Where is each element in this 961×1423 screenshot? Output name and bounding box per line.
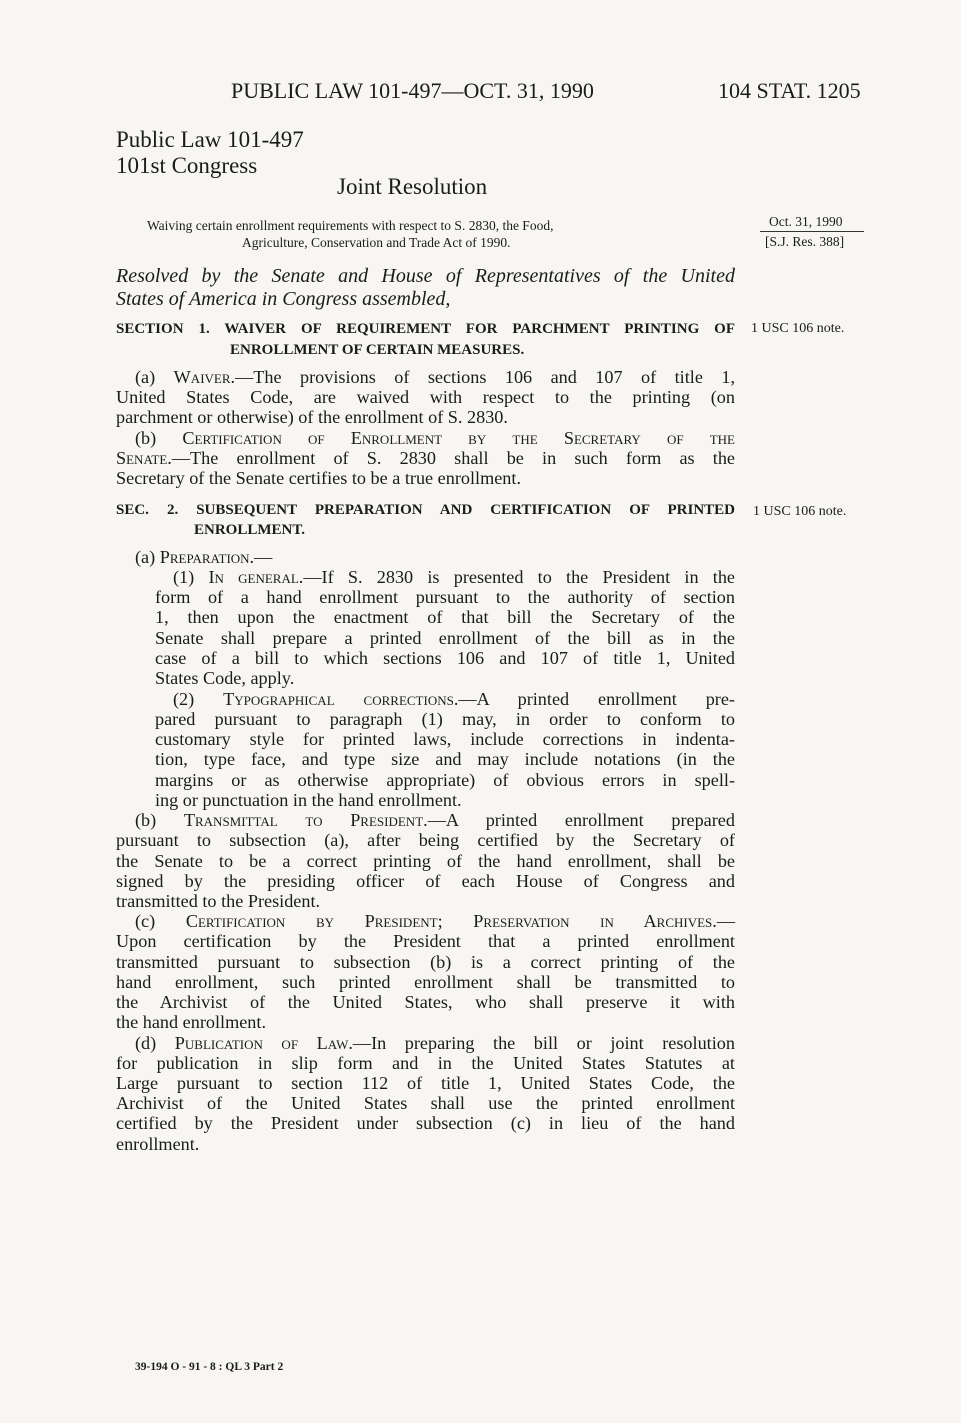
section-1-heading-cont: ENROLLMENT OF CERTAIN MEASURES. [230,342,525,358]
body-line: (b) Transmittal to President.—A printed enrollment prepared [135,810,735,830]
margin-note: 1 USC 106 note. [753,504,847,519]
subsection-heading: Transmittal to President. [183,810,428,830]
congress-number: 101st Congress [116,153,258,178]
body-line: Upon certification by the President that a printed enrollment [116,931,735,951]
law-number: Public Law 101-497 [116,127,304,152]
body-line: case of a bill to which sections 106 and 107 of title 1, United [155,648,735,668]
body-line: Archivist of the United States shall use the printed enrollment [116,1093,735,1113]
subsection-heading: Preparation. [159,547,255,567]
body-line: transmitted to the President. [116,891,321,911]
caption-rule [760,231,864,232]
running-head: PUBLIC LAW 101-497—OCT. 31, 1990 [231,78,594,103]
stat-page-number: 104 STAT. 1205 [718,78,861,103]
body-line: the Senate to be a correct printing of the hand enrollment, shall be [116,851,735,871]
body-line: Secretary of the Senate certifies to be a true enrollment. [116,468,522,488]
body-line: the Archivist of the United States, who shall preserve it with [116,992,735,1012]
section-2-heading-cont: ENROLLMENT. [194,522,305,538]
body-line: transmitted pursuant to subsection (b) is a correct printing of the [116,952,735,972]
body-line: (d) Publication of Law.—In preparing the bill or joint resolution [135,1033,735,1053]
body-line: form of a hand enrollment pursuant to the authority of section [155,587,735,607]
body-line: United States Code, are waived with respect to the printing (on [116,387,735,407]
body-line: customary style for printed laws, include corrections in indenta- [155,729,735,749]
body-line: tion, type face, and type size and may include notations (in the [155,749,735,769]
subsection-heading: Certification of Enrollment by the Secretary of the [182,428,735,448]
margin-note: 1 USC 106 note. [751,321,845,336]
paragraph-heading: Typographical corrections. [223,689,459,709]
section-1-heading: SECTION 1. WAIVER OF REQUIREMENT FOR PARCHMENT PRINTING OF [116,321,735,337]
body-line: (b) Certification of Enrollment by the Secretary of the [135,428,735,448]
enacting-clause-line: Resolved by the Senate and House of Representatives of the United [116,265,735,287]
caption-date: Oct. 31, 1990 [769,214,843,229]
body-line: hand enrollment, such printed enrollment shall be transmitted to [116,972,735,992]
resolution-kind: Joint Resolution [337,174,488,199]
body-line: the hand enrollment. [116,1012,267,1032]
body-line: margins or as otherwise appropriate) of obvious errors in spell- [155,770,735,790]
body-line: for publication in slip form and in the United States Statutes at [116,1053,735,1073]
body-line: Senate shall prepare a printed enrollment of the bill as in the [155,628,735,648]
body-line: ing or punctuation in the hand enrollment. [155,790,462,810]
body-line: 1, then upon the enactment of that bill the Secretary of the [155,607,735,627]
paragraph-heading: In general. [208,567,304,587]
body-line: (1) In general.—If S. 2830 is presented to the President in the [173,567,736,587]
body-line: pursuant to subsection (a), after being certified by the Secretary of [116,830,735,850]
body-line: States Code, apply. [155,668,295,688]
body-line: Large pursuant to section 112 of title 1, United States Code, the [116,1073,735,1093]
subsection-heading: Waiver. [173,367,236,387]
body-line: (a) Preparation.— [135,547,273,567]
body-line: signed by the presiding officer of each House of Congress and [116,871,735,891]
caption-bill-number: [S.J. Res. 388] [765,234,845,249]
section-2-heading: SEC. 2. SUBSEQUENT PREPARATION AND CERTIFICATION OF PRINTED [116,502,735,518]
body-line: (c) Certification by President; Preservation in Archives.— [135,911,736,931]
enacting-clause-line: States of America in Congress assembled, [116,288,451,310]
body-line: parchment or otherwise) of the enrollment of S. 2830. [116,407,508,427]
subsection-heading: Certification by President; Preservation in Archives. [185,911,717,931]
subsection-heading: Publication of Law. [174,1033,353,1053]
subsection-heading: Senate. [116,448,172,468]
footer-print-code: 39-194 O - 91 - 8 : QL 3 Part 2 [135,1361,284,1373]
body-line: (a) Waiver.—The provisions of sections 106 and 107 of title 1, [135,367,735,387]
body-line: pared pursuant to paragraph (1) may, in order to conform to [155,709,735,729]
body-line: Senate.—The enrollment of S. 2830 shall be in such form as the [116,448,735,468]
caption-line: Agriculture, Conservation and Trade Act of 1990. [242,235,511,250]
body-line: enrollment. [116,1134,200,1154]
body-line: (2) Typographical corrections.—A printed enrollment pre- [173,689,735,709]
caption-line: Waiving certain enrollment requirements with respect to S. 2830, the Food, [147,218,554,233]
body-line: certified by the President under subsection (c) in lieu of the hand [116,1113,735,1133]
